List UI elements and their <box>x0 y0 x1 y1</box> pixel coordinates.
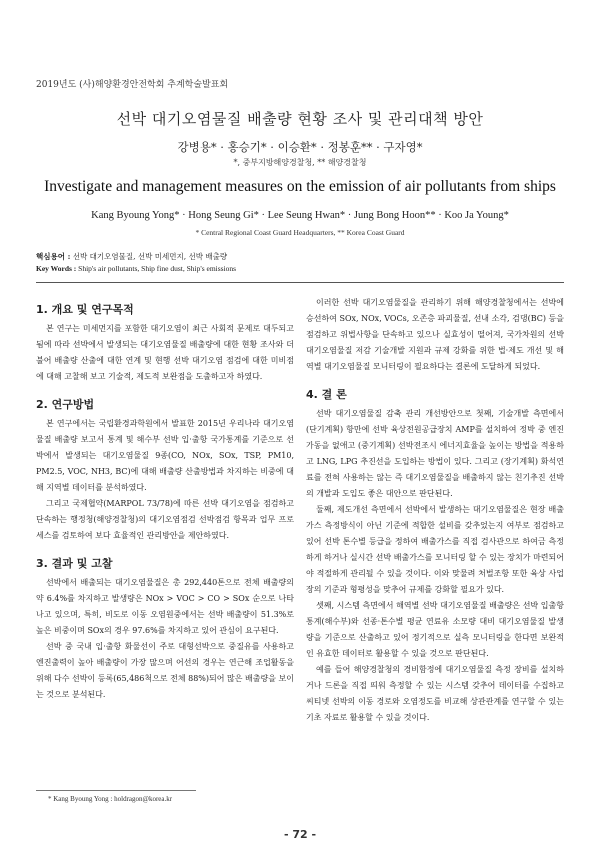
section-4-paragraph-4: 예를 들어 해양경찰청의 경비함정에 대기오염물질 측정 장비를 설치하거나 드론을 직접 띄워 측정할 수 있는 시스템 갖추어 데이터를 수집하고 씨티넷 선박의 이동 경로와 오염정도를 비교해 상관관계를 연구할 수 있는 기초 자료로 활용할 수 있을 것이다. <box>306 665 564 722</box>
section-1-paragraph: 본 연구는 미세먼지를 포함한 대기오염이 최근 사회적 문제로 대두되고 됨에 따라 선박에서 발생되는 대기오염물질 배출량에 대한 현황 조사와 더불어 배출량 산출에 대한 연계 및 현행 선박 대기오염 점검에 대한 미비점에 대해 고찰해 보고 기술적, 제도적 보완점을 도출하고자 하였다. <box>36 324 294 381</box>
title-english: Investigate and management measures on the emission of air pollutants from ships <box>44 178 556 195</box>
header-divider <box>36 282 564 283</box>
affiliation-english: * Central Regional Coast Guard Headquarters, ** Korea Coast Guard <box>195 228 405 237</box>
keywords-english-text: Ship's air pollutants, Ship fine dust, Ship's emissions <box>78 264 237 273</box>
left-column <box>36 302 294 703</box>
section-4-heading: 4. 결 론 <box>306 388 347 401</box>
authors-english: Kang Byoung Yong* · Hong Seung Gi* · Lee Seung Hwan* · Jung Bong Hoon** · Koo Ja Young* <box>91 210 509 221</box>
section-3-paragraph-3: 이러한 선박 대기오염물질을 관리하기 위해 해양경찰청에서는 선박에 승선하여 SOx, NOx, VOCs, 오존층 파괴물질, 선내 소각, 검댕(BC) 등을 점검하고 위법사항을 단속하고 있으나 실효성이 떨어져, 국가차원의 선박 대기오염물질 저감 기술개발 지원과 규제 강화를 위한 법·제도 개선 및 해역별 대기오염물질 모니터링이 필요하다는 결론에 도달하게 되었다. <box>306 298 564 371</box>
right-column <box>306 295 564 726</box>
title-korean: 선박 대기오염물질 배출량 현황 조사 및 관리대책 방안 <box>116 110 484 128</box>
section-4-paragraph-3: 셋째, 시스템 측면에서 해역별 선박 대기오염물질 배출량은 선박 입출항 통계(해수부)와 선종·톤수별 평균 연료유 소모량 대비 대기오염물질 발생량을 기준으로 산출하고 있어 정기적으로 실측 모니터링을 한다면 보완적인 유효한 데이터로 활용할 수 있을 것으로 판단된다. <box>306 601 564 658</box>
keywords-korean-label: 핵심용어 : <box>36 252 71 261</box>
section-3-paragraph-2: 선박 중 국내 입·출항 화물선이 주로 대형선박으로 중질유를 사용하고 엔진출력이 높아 배출량이 가장 많으며 어선의 경우는 연근해 조업활동을 위해 다수 선박이 등록(65,486척으로 전체 88%)되어 많은 배출량을 보이는 것으로 분석된다. <box>36 642 294 699</box>
page-number: - 72 - <box>283 828 317 841</box>
section-4-paragraph-1: 선박 대기오염물질 감축 관리 개선방안으로 첫째, 기술개발 측면에서 (단기계획) 항만에 선박 육상전원공급장치 AMP를 설치하여 정박 중 엔진가동을 없애고 (중기계획) 선박전조시 에너지효율을 높이는 방법을 적용하고 LNG, LPG 추진선을 도입하는 방법이 있다. 그리고 (장기계획) 화석연료를 전혀 사용하는 않는 즉 대기오염물질을 배출하지 않는 친기추진 선박의 개발과 도입도 좋은 대안으로 판단된다. <box>306 409 564 498</box>
conference-header: 2019년도 (사)해양환경안전학회 추계학술발표회 <box>36 80 229 90</box>
footnote: * Kang Byoung Yong : holdragon@korea.kr <box>48 795 173 803</box>
section-4-paragraph-2: 둘째, 제도개선 측면에서 선박에서 발생하는 대기오염물질은 현장 배출가스 측정방식이 아닌 기준에 적합한 설비를 갖추었는지 여부로 점검하고 있어 선박 톤수별 등급을 정하여 배출가스를 직접 검사관으로 하여금 측정하게 하거나 실시간 선박 배출가스를 모니터링 할 수 있는 장치가 마련되어야 적절하게 관리될 수 있을 것이다. 이와 맞물려 처벌조항 또한 육상 사업장의 기준과 형평성을 맞추어 규제를 강화할 필요가 있다. <box>306 505 564 594</box>
section-2-heading: 2. 연구방법 <box>36 398 95 411</box>
footnote-divider <box>36 790 196 791</box>
section-3-heading: 3. 결과 및 고찰 <box>36 557 113 570</box>
keywords-english <box>36 264 236 273</box>
authors-korean: 강병용* · 홍승기* · 이승환* · 정봉훈** · 구자영* <box>177 140 423 154</box>
section-2-paragraph-2: 그리고 국제협약(MARPOL 73/78)에 따른 선박 대기오염을 점검하고 단속하는 행정청(해양경찰청)의 대기오염점검 선박점검 항목과 업무 프로세스를 검토하여 보다 효율적인 관리방안을 제안하였다. <box>36 499 294 540</box>
affiliation-korean: *, 중부지방해양경찰청, ** 해양경찰청 <box>233 158 367 167</box>
keywords-korean <box>36 251 227 262</box>
section-1-heading: 1. 개요 및 연구목적 <box>36 303 134 316</box>
keywords-english-label: Key Words : <box>36 264 77 273</box>
section-2-paragraph-1: 본 연구에서는 국립환경과학원에서 발표한 2015년 우리나라 대기오염물질 배출량 보고서 통계 및 해수부 선박 입·출항 국가통계를 기준으로 선박에서 발생되는 대기오염물질 9종(CO, NOx, SOx, TSP, PM10, PM2.5, VOC, NH3, BC)에 대해 배출량 산출방법과 차지하는 비중에 대해 지역별 데이터를 분석하였다. <box>36 419 294 492</box>
section-3-paragraph-1: 선박에서 배출되는 대기오염물질은 총 292,440톤으로 전체 배출량의 약 6.4%를 차지하고 발생량은 NOx > VOC > CO > SOx 순으로 나타나고 있으며, 특히, 비도로 이동 오염원중에서는 선박 배출량이 51.3%로 높은 비중이며 SOx의 경우 97.6%를 차지하고 있어 관심이 요구된다. <box>36 578 294 635</box>
keywords-korean-text: 선박 대기오염물질, 선박 미세먼지, 선박 배출량 <box>72 252 228 261</box>
